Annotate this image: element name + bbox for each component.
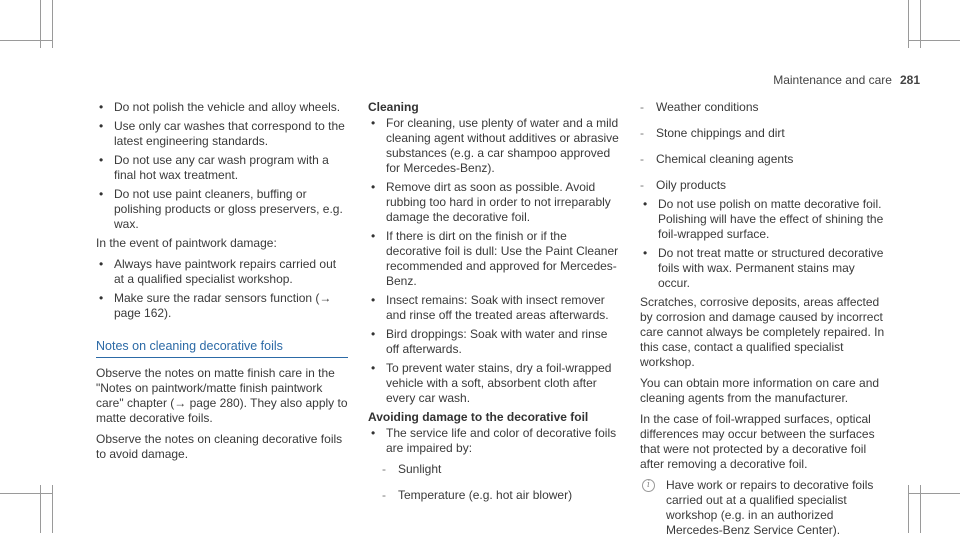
list-item: - Weather conditions — [626, 100, 890, 115]
car-wash-list — [96, 100, 348, 232]
paragraph: Observe the notes on matte finish care in the "Notes on paintwork/matte finish paintwork care" chapter (→ page 280). They also apply to matte decorative foils. — [96, 366, 348, 425]
paragraph: Observe the notes on cleaning decorative foils to avoid damage. — [96, 432, 343, 461]
column-1 — [96, 100, 348, 468]
note-text: Have work or repairs to decorative foils carried out at a qualified specialist workshop (e.g. in an authorized Mercedes-Benz Service Center). — [666, 478, 874, 537]
damage-intro: In the event of paintwork damage: — [96, 236, 277, 250]
list-item: • Always have paintwork repairs carried out at a qualified specialist workshop. — [96, 257, 348, 287]
note — [640, 478, 890, 538]
list-item: • Do not polish the vehicle and alloy wheels. — [96, 100, 348, 115]
avoid-list — [368, 426, 623, 456]
column-2 — [368, 100, 623, 514]
list-item: - Oily products — [626, 178, 890, 193]
subheading-cleaning: Cleaning — [368, 100, 419, 114]
crop-mark — [908, 40, 960, 41]
list-item: • Use only car washes that correspond to the latest engineering standards. — [96, 119, 348, 149]
page-number: 281 — [899, 73, 920, 87]
list-item: - Chemical cleaning agents — [626, 152, 890, 167]
page-header — [773, 73, 920, 87]
list-item: • Remove dirt as soon as possible. Avoid rubbing too hard in order to not irreparably damage the decorative foil. — [368, 180, 623, 225]
paragraph: You can obtain more information on care and cleaning agents from the manufacturer. — [640, 376, 880, 405]
matte-foil-list — [640, 197, 890, 291]
paragraph: In the case of foil-wrapped surfaces, optical differences may occur between the surfaces that were not protected by a decorative foil after removing a decorative foil. — [640, 412, 875, 471]
section-name: Maintenance and care — [773, 73, 892, 87]
crop-mark — [52, 485, 53, 533]
impair-list-continued — [626, 100, 890, 193]
list-item: - Stone chippings and dirt — [626, 126, 890, 141]
list-item: • The service life and color of decorative foils are impaired by: — [368, 426, 623, 456]
section-title: Notes on cleaning decorative foils — [96, 339, 348, 358]
list-item: - Sunlight — [368, 462, 623, 477]
info-icon: i — [642, 479, 655, 492]
list-item: - Temperature (e.g. hot air blower) — [368, 488, 623, 503]
list-item: • To prevent water stains, dry a foil-wrapped vehicle with a soft, absorbent cloth after every car wash. — [368, 361, 623, 406]
damage-list — [96, 257, 348, 321]
list-item: • For cleaning, use plenty of water and a mild cleaning agent without additives or abrasive substances (e.g. a car shampoo approved for Mercedes-Benz). — [368, 116, 623, 176]
list-item: • Insect remains: Soak with insect remover and rinse off the treated areas afterwards. — [368, 293, 623, 323]
list-item: • Bird droppings: Soak with water and rinse off afterwards. — [368, 327, 623, 357]
list-item: • If there is dirt on the finish or if the decorative foil is dull: Use the Paint Cleaner recommended and approved for Mercedes-Benz. — [368, 229, 623, 289]
list-item: • Do not use paint cleaners, buffing or polishing products or gloss preservers, e.g. wax. — [96, 187, 348, 232]
paragraph: Scratches, corrosive deposits, areas affected by corrosion and damage caused by incorrect care cannot always be completely repaired. In this case, contact a qualified specialist workshop. — [640, 295, 885, 369]
crop-mark — [908, 493, 960, 494]
crop-mark — [0, 493, 52, 494]
crop-mark — [52, 0, 53, 48]
list-item: • Do not treat matte or structured decorative foils with wax. Permanent stains may occur. — [640, 246, 890, 291]
list-item[interactable]: • Make sure the radar sensors function (→ page 162). — [96, 291, 348, 321]
impair-list — [368, 462, 623, 503]
list-item: • Do not use any car wash program with a final hot wax treatment. — [96, 153, 348, 183]
list-item: • Do not use polish on matte decorative foil. Polishing will have the effect of shining the foil-wrapped surface. — [640, 197, 890, 242]
subheading-avoiding-damage: Avoiding damage to the decorative foil — [368, 410, 589, 424]
cleaning-list — [368, 116, 623, 406]
crop-mark — [0, 40, 52, 41]
column-3 — [640, 100, 890, 538]
